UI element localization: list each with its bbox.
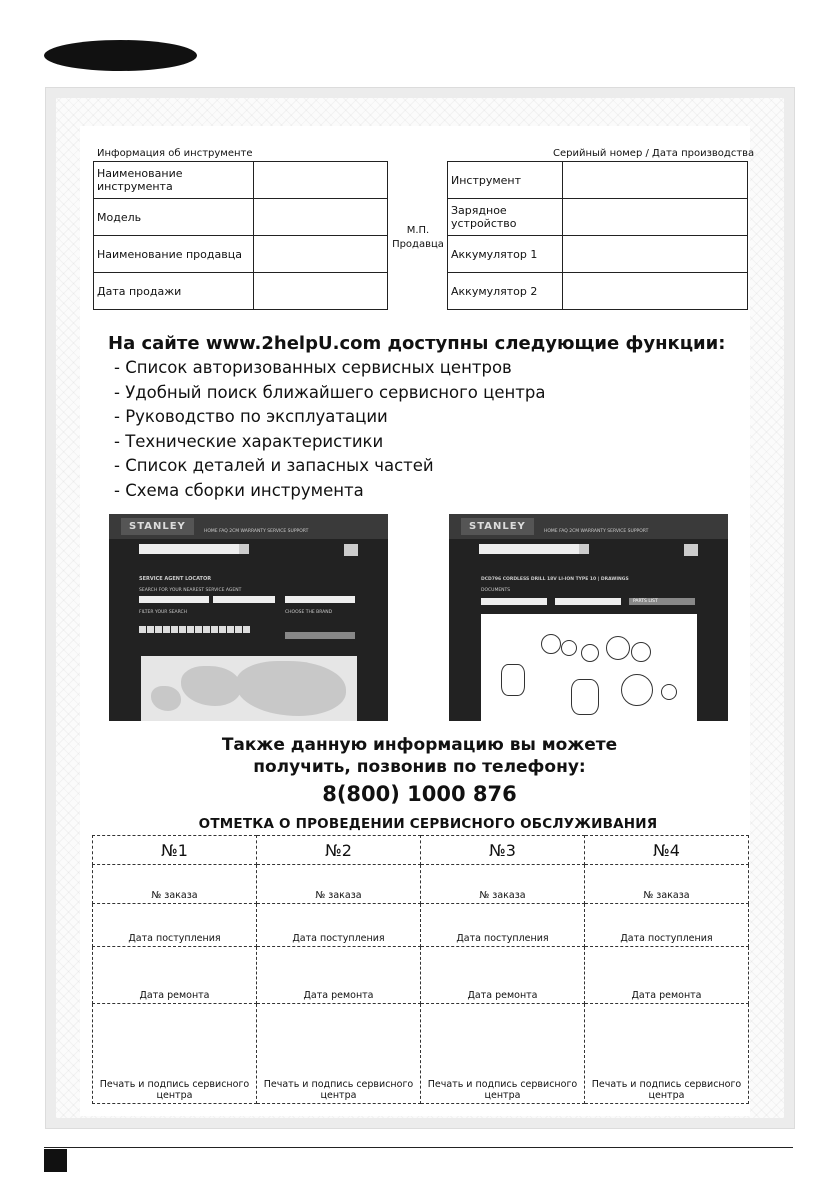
tool-serial-label: Инструмент [448, 162, 563, 199]
locator-heading: SERVICE AGENT LOCATOR [139, 576, 212, 582]
feature-item: - Список авторизованных сервисных центров [114, 358, 512, 377]
received-date-cell[interactable]: Дата поступления [93, 904, 257, 947]
features-block [108, 332, 725, 504]
stanley-logo: STANLEY [461, 518, 534, 535]
document-select [481, 598, 547, 605]
service-stamp-cell[interactable]: Печать и подпись сервисного центра [93, 1004, 257, 1104]
site-nav: HOME FAQ 2CM WARRANTY SERVICE SUPPORT [204, 529, 309, 534]
site-search-input [479, 544, 579, 554]
feature-item: - Руководство по эксплуатации [114, 407, 388, 427]
order-number-cell[interactable]: № заказа [93, 865, 257, 904]
sale-date-field[interactable] [254, 273, 388, 310]
repair-date-cell[interactable]: Дата ремонта [93, 947, 257, 1004]
service-column-header: №4 [585, 836, 749, 865]
tool-info-title: Информация об инструменте [97, 148, 253, 159]
features-heading: На сайте www.2helpU.com доступны следующие функции: [108, 333, 726, 354]
service-column-header: №2 [257, 836, 421, 865]
battery1-serial-label: Аккумулятор 1 [448, 236, 563, 273]
tool-name-field[interactable] [254, 162, 388, 199]
page-marker [44, 1149, 67, 1172]
filter-label: FILTER YOUR SEARCH [139, 610, 188, 615]
drawings-heading: DCD796 CORDLESS DRILL 18V LI-ION TYPE 10 | DRAWINGS [481, 577, 629, 582]
documents-label: DOCUMENTS [481, 588, 511, 593]
stamp-label: М.П. [406, 225, 430, 236]
service-stamp-cell[interactable]: Печать и подпись сервисного центра [421, 1004, 585, 1104]
parts-list-button: PARTS LIST [629, 598, 695, 605]
battery2-serial-label: Аккумулятор 2 [448, 273, 563, 310]
locator-subheading: SEARCH FOR YOUR NEAREST SERVICE AGENT [139, 588, 242, 593]
search-icon [239, 544, 249, 554]
repair-date-cell[interactable]: Дата ремонта [257, 947, 421, 1004]
serial-info-title: Серийный номер / Дата производства [553, 148, 755, 159]
tool-serial-field[interactable] [563, 162, 748, 199]
phone-info-line: получить, позвонив по телефону: [253, 757, 586, 777]
feature-item: - Удобный поиск ближайшего сервисного центра [114, 382, 546, 402]
brand-label: CHOOSE THE BRAND [285, 610, 333, 615]
footer-rule [44, 1147, 793, 1148]
received-date-cell[interactable]: Дата поступления [257, 904, 421, 947]
tool-info-table [93, 161, 388, 310]
section-tab [44, 40, 197, 71]
locator-field [213, 596, 275, 603]
received-date-cell[interactable]: Дата поступления [585, 904, 749, 947]
site-search-input [139, 544, 239, 554]
phone-info-line: Также данную информацию вы можете [221, 735, 618, 755]
site-nav: HOME FAQ 2CM WARRANTY SERVICE SUPPORT [544, 529, 649, 534]
seller-stamp-area [390, 224, 446, 252]
menu-icon [684, 544, 698, 556]
feature-item: - Список деталей и запасных частей [114, 456, 434, 476]
service-record-table [92, 835, 749, 1104]
stanley-logo: STANLEY [121, 518, 194, 535]
repair-date-cell[interactable]: Дата ремонта [421, 947, 585, 1004]
model-label: Модель [94, 199, 254, 236]
service-record-title: ОТМЕТКА О ПРОВЕДЕНИИ СЕРВИСНОГО ОБСЛУЖИВАНИЯ [198, 816, 658, 832]
search-icon [579, 544, 589, 554]
search-agents-button [285, 632, 355, 639]
tool-name-label: Наименование инструмента [94, 162, 254, 199]
battery1-serial-field[interactable] [563, 236, 748, 273]
stamp-label-seller: Продавца [392, 239, 444, 250]
feature-item: - Схема сборки инструмента [114, 480, 364, 500]
service-stamp-cell[interactable]: Печать и подпись сервисного центра [257, 1004, 421, 1104]
sale-date-label: Дата продажи [94, 273, 254, 310]
map-area [141, 656, 357, 721]
order-number-cell[interactable]: № заказа [257, 865, 421, 904]
repair-date-cell[interactable]: Дата ремонта [585, 947, 749, 1004]
order-number-cell[interactable]: № заказа [421, 865, 585, 904]
charger-serial-label: Зарядное устройство [448, 199, 563, 236]
battery2-serial-field[interactable] [563, 273, 748, 310]
seller-field[interactable] [254, 236, 388, 273]
feature-item: - Технические характеристики [114, 431, 384, 451]
service-column-header: №1 [93, 836, 257, 865]
order-number-cell[interactable]: № заказа [585, 865, 749, 904]
menu-icon [344, 544, 358, 556]
exploded-diagram [481, 614, 697, 721]
drawings-screenshot [449, 514, 728, 721]
charger-serial-field[interactable] [563, 199, 748, 236]
received-date-cell[interactable]: Дата поступления [421, 904, 585, 947]
locator-field [139, 596, 209, 603]
service-stamp-cell[interactable]: Печать и подпись сервисного центра [585, 1004, 749, 1104]
seller-label: Наименование продавца [94, 236, 254, 273]
service-column-header: №3 [421, 836, 585, 865]
phone-number[interactable]: 8(800) 1000 876 [322, 782, 517, 806]
filter-icons [139, 618, 251, 637]
service-locator-screenshot [109, 514, 388, 721]
serial-info-table [447, 161, 748, 310]
features-list [108, 356, 725, 504]
model-field[interactable] [254, 199, 388, 236]
locator-field [285, 596, 355, 603]
document-select [555, 598, 621, 605]
